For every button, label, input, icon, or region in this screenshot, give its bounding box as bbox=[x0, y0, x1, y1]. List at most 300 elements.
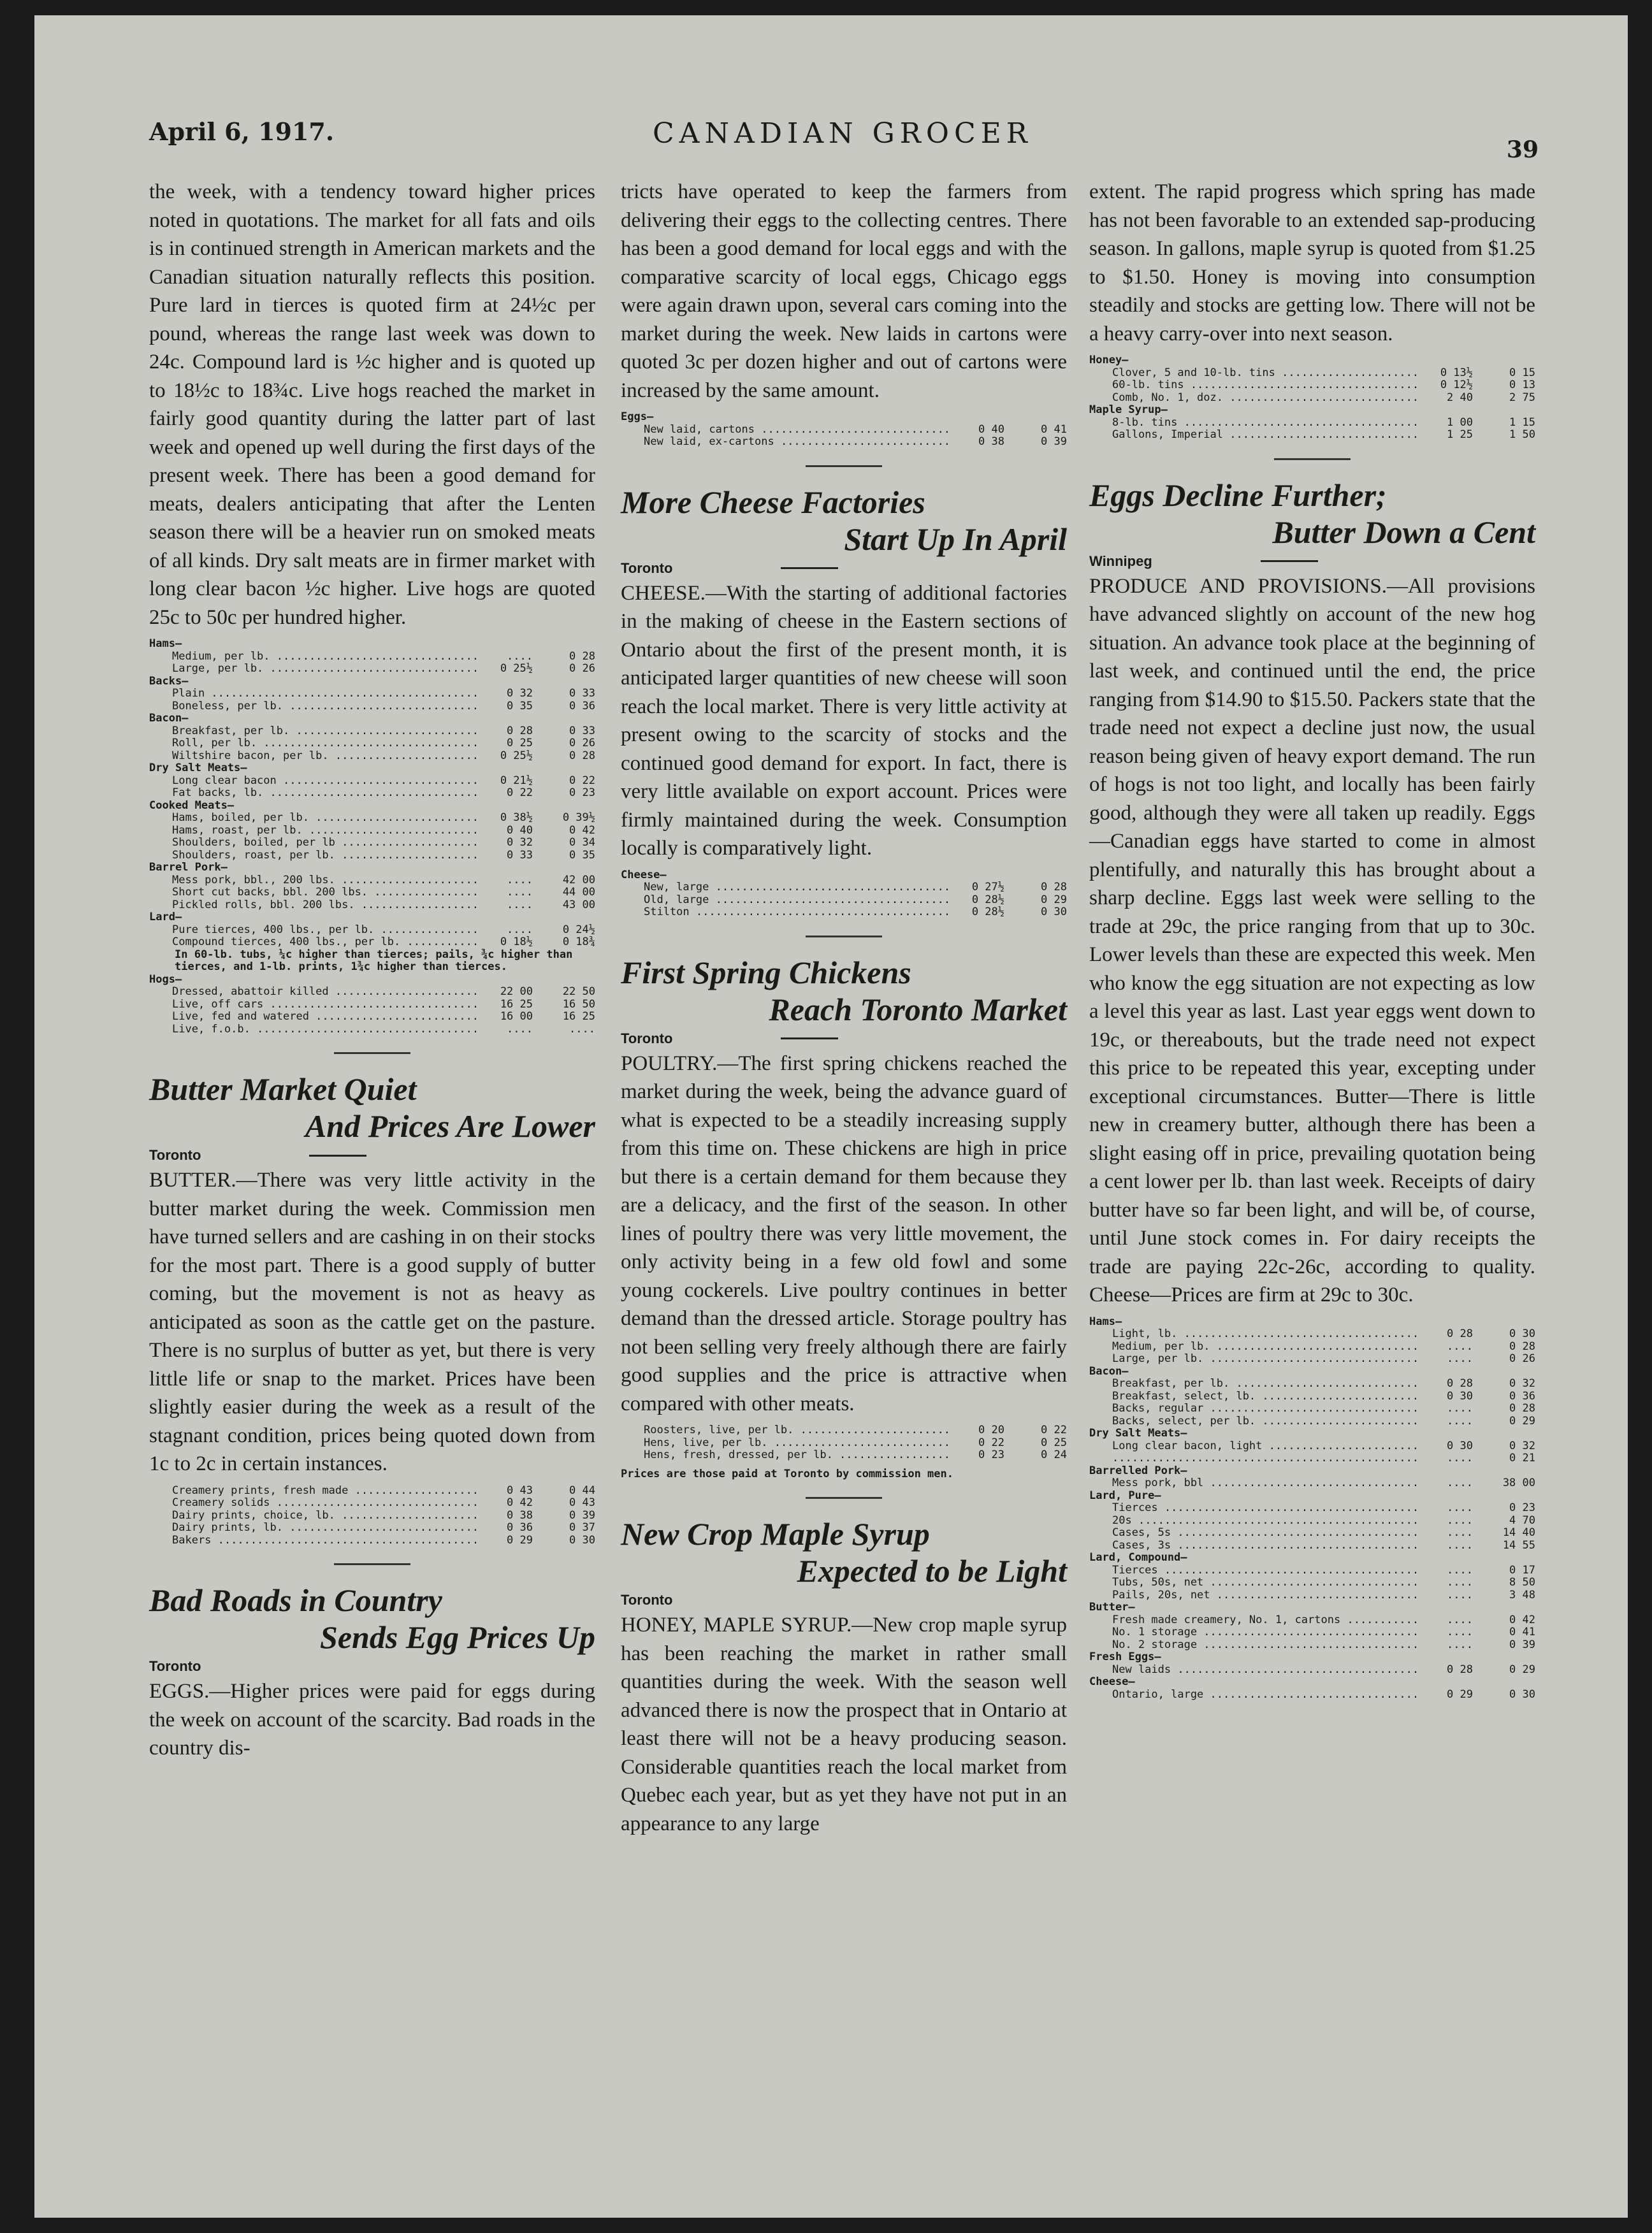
dateline-rule bbox=[309, 1155, 366, 1157]
price-high: 0 26 bbox=[569, 737, 595, 749]
price-item-name: Boneless, per lb. ..... bbox=[172, 700, 477, 713]
price-low: 0 13½ bbox=[1440, 366, 1473, 379]
price-item-name: Mess pork, bbl ..... bbox=[1112, 1477, 1417, 1490]
price-high: 0 44 bbox=[569, 1484, 595, 1497]
price-row bbox=[1089, 367, 1535, 380]
price-low: .... bbox=[1447, 1576, 1473, 1589]
price-item-name: Bakers ..... bbox=[172, 1535, 477, 1547]
price-high: 0 24 bbox=[1041, 1449, 1067, 1461]
price-item-name: No. 2 storage ..... bbox=[1112, 1639, 1417, 1652]
price-low: 0 28½ bbox=[971, 906, 1004, 918]
price-high: 0 21 bbox=[1509, 1452, 1535, 1464]
price-row bbox=[1089, 1614, 1535, 1627]
price-high: 1 15 bbox=[1509, 416, 1535, 429]
price-high: 0 13 bbox=[1509, 379, 1535, 391]
price-high: 42 00 bbox=[562, 873, 595, 886]
price-item-name: Long clear bacon ..... bbox=[172, 775, 477, 788]
price-section-label: Cheese— bbox=[621, 868, 667, 881]
price-section-label: Barrelled Pork— bbox=[1089, 1464, 1187, 1477]
price-low: 2 40 bbox=[1447, 391, 1473, 404]
price-high: 0 28 bbox=[1509, 1402, 1535, 1415]
price-item-name: Hams, boiled, per lb. ..... bbox=[172, 812, 477, 825]
price-item-name: Tierces ..... bbox=[1112, 1565, 1417, 1577]
price-item-name: Backs, select, per lb. ..... bbox=[1112, 1415, 1417, 1428]
roads-article-text: EGGS.—Higher prices were paid for eggs during the week on account of the scarcity. Bad roads in the country dis- bbox=[149, 1680, 595, 1760]
price-high: 0 39 bbox=[1041, 435, 1067, 448]
price-item-name: Plain ..... bbox=[172, 688, 477, 700]
price-low: 0 18½ bbox=[500, 936, 533, 948]
price-low: .... bbox=[1447, 1501, 1473, 1514]
price-item-name: Fat backs, lb. ..... bbox=[172, 787, 477, 800]
price-row bbox=[1089, 1477, 1535, 1490]
price-low: 0 28 bbox=[1447, 1663, 1473, 1676]
price-high: 0 30 bbox=[1041, 906, 1067, 918]
price-section-label: Barrel Pork— bbox=[149, 861, 228, 874]
dateline-text: Toronto bbox=[621, 1030, 673, 1046]
price-high: 8 50 bbox=[1509, 1576, 1535, 1589]
price-row bbox=[149, 787, 595, 800]
newspaper-page bbox=[34, 15, 1628, 2218]
price-high: 0 28 bbox=[569, 749, 595, 762]
price-row bbox=[1089, 1540, 1535, 1552]
price-low: 0 25 bbox=[507, 737, 533, 749]
butter-article-text: BUTTER.—There was very little activity in the butter market during the week. Commission men have turned sellers and are cashing in on their stocks for the most part. There is a good supply of butter coming, but the movement is not as heavy as anticipated as soon as the cattle get on the pasture. There is no surplus of butter as yet, but there is very little life or snap to the market. Prices have been slightly easier during the week as a result of the stagnant condition, prices being quoted down from 1c to 2c in certain instances. bbox=[149, 1169, 595, 1475]
price-section-label: Lard, Compound— bbox=[1089, 1551, 1187, 1564]
price-row bbox=[149, 688, 595, 700]
price-low: 0 28 bbox=[507, 724, 533, 737]
price-low: .... bbox=[1447, 1514, 1473, 1527]
price-low: 0 23 bbox=[978, 1449, 1004, 1461]
price-low: .... bbox=[1447, 1414, 1473, 1427]
price-low: .... bbox=[507, 923, 533, 936]
price-high: 14 55 bbox=[1502, 1538, 1535, 1552]
column-3 bbox=[1089, 178, 1535, 1707]
price-row bbox=[621, 894, 1067, 907]
price-item-name: Ontario, large ..... bbox=[1112, 1689, 1417, 1702]
price-high: 0 26 bbox=[1509, 1352, 1535, 1365]
price-item-name: Dairy prints, lb. ..... bbox=[172, 1522, 477, 1535]
chicken-headline bbox=[621, 954, 1067, 1028]
price-low: 0 43 bbox=[507, 1484, 533, 1497]
price-row bbox=[149, 1023, 595, 1036]
price-high: 0 37 bbox=[569, 1521, 595, 1534]
price-row bbox=[1089, 1440, 1535, 1453]
page-number: 39 bbox=[1506, 136, 1539, 163]
headline-line-1: Eggs Decline Further; bbox=[1089, 477, 1387, 513]
price-item-name: Breakfast, select, lb. ..... bbox=[1112, 1391, 1417, 1403]
price-row bbox=[1089, 1391, 1535, 1403]
poultry-price-table bbox=[621, 1424, 1067, 1462]
price-high: 4 70 bbox=[1509, 1514, 1535, 1527]
price-item-name: Live, fed and watered ..... bbox=[172, 1011, 477, 1023]
price-low: 0 30 bbox=[1447, 1389, 1473, 1403]
price-item-name: Hams, roast, per lb. ..... bbox=[172, 825, 477, 837]
price-high: 1 50 bbox=[1509, 428, 1535, 441]
price-low: .... bbox=[507, 1022, 533, 1036]
dateline-rule bbox=[781, 1037, 838, 1039]
price-row bbox=[1089, 429, 1535, 442]
price-row bbox=[149, 1011, 595, 1023]
price-row bbox=[621, 906, 1067, 919]
price-section-label: Bacon— bbox=[1089, 1364, 1129, 1378]
maple-article-text: HONEY, MAPLE SYRUP.—New crop maple syrup has been reaching the market in rather small quantities during the week. With the season well advanced there is now the prospect that in Ontario at least there will not be a heavy producing season. Considerable quantities reach the local market from Quebec each year, but as yet they have not put in an appearance to any large bbox=[621, 1614, 1067, 1835]
price-high: 0 30 bbox=[569, 1533, 595, 1547]
price-section-label: Cooked Meats— bbox=[149, 799, 235, 812]
price-high: 0 22 bbox=[569, 774, 595, 787]
roads-headline bbox=[149, 1582, 595, 1656]
price-high: 0 29 bbox=[1041, 893, 1067, 906]
price-high: 0 39 bbox=[569, 1508, 595, 1522]
winnipeg-dateline bbox=[1089, 553, 1535, 570]
price-low: 0 21½ bbox=[500, 774, 533, 787]
price-item-name: Large, per lb. ..... bbox=[172, 663, 477, 676]
price-row bbox=[149, 663, 595, 676]
price-low: 0 20 bbox=[978, 1424, 1004, 1436]
price-section-label: Cheese— bbox=[1089, 1675, 1135, 1688]
price-item-name: Tierces ..... bbox=[1112, 1502, 1417, 1515]
price-low: 0 42 bbox=[507, 1496, 533, 1509]
price-low: .... bbox=[507, 873, 533, 886]
price-row bbox=[621, 424, 1067, 437]
price-low: .... bbox=[507, 649, 533, 663]
price-row bbox=[621, 881, 1067, 894]
price-row bbox=[149, 700, 595, 713]
price-high: 2 75 bbox=[1509, 391, 1535, 404]
price-section-label: Backs— bbox=[149, 674, 189, 688]
price-high: 0 30 bbox=[1509, 1327, 1535, 1340]
price-row bbox=[1089, 1403, 1535, 1415]
column-2 bbox=[621, 178, 1067, 1838]
price-item-name: Comb, No. 1, doz. ..... bbox=[1112, 392, 1417, 405]
price-row bbox=[1089, 1565, 1535, 1577]
price-low: .... bbox=[507, 898, 533, 911]
price-high: 0 39 bbox=[1509, 1638, 1535, 1651]
price-high: 0 35 bbox=[569, 848, 595, 862]
price-section-label: Lard, Pure— bbox=[1089, 1489, 1161, 1502]
price-high: 0 24½ bbox=[562, 923, 595, 936]
meats-price-table bbox=[149, 638, 595, 1036]
winnipeg-article-text: PRODUCE AND PROVISIONS.—All provisions have advanced slightly on account of the new hog situation. An advance took place at the beginning of last week, and continued until the end, the price ranging from $14.90 to $15.50. Packers state that the trade need not expect a decline just now, the usual reason being given of heavy export demand. The run of hogs is not too light, and locally has been fairly good, although they were all taken up readily. Eggs—Canadian eggs have started to come in almost plentifully, and naturally this has brought about a sharp decline. Eggs last week were selling to the trade at 29c, the price ranging from that up to 30c. Lower levels than these are expected this week. Men who know the egg situation are not expecting as low a level this year as last. Last year eggs went down to 19c, or thereabouts, but the trade need not expect this price to be repeated this year, excepting under exceptional circumstances. Butter—There is little new in creamery butter, although there has been a slight easing off in price, prevailing quotation being a cent lower per lb. than last week. Receipts of dairy butter have so far been light, and will be, of course, until June stock comes in. For dairy receipts the trade are paying 22c-26c, according to quality. Cheese—Prices are firm at 29c to 30c. bbox=[1089, 574, 1535, 1306]
price-low: 0 38 bbox=[978, 435, 1004, 448]
price-item-name: 60-lb. tins ..... bbox=[1112, 379, 1417, 392]
poultry-article-text: POULTRY.—The first spring chickens reached the market during the week, being the advance guard of what is expected to be a steadily increasing supply from this time on. These chickens are high in price but there is a certain demand for them because they are a delicacy, and the first of the season. In other lines of poultry there was very little movement, the only activity being in a few old fowl and some young cockerels. Live poultry continues in better demand than the dressed article. Storage poultry has not been selling very freely although there are fairly good supplies and the price is attractive when compared with other meats. bbox=[621, 1051, 1067, 1415]
price-row bbox=[1089, 1527, 1535, 1540]
price-high: 0 36 bbox=[569, 699, 595, 712]
price-item-name: Light, lb. ..... bbox=[1112, 1328, 1417, 1341]
price-high: 0 42 bbox=[569, 823, 595, 837]
price-row bbox=[1089, 1626, 1535, 1639]
price-item-name: Shoulders, boiled, per lb ..... bbox=[172, 837, 477, 849]
price-item-name: Dressed, abattoir killed ..... bbox=[172, 986, 477, 999]
price-row bbox=[149, 999, 595, 1011]
dateline-text: Winnipeg bbox=[1089, 553, 1152, 569]
price-section-label: Bacon— bbox=[149, 712, 189, 725]
price-row bbox=[1089, 1353, 1535, 1366]
price-high: 0 32 bbox=[1509, 1439, 1535, 1452]
price-row bbox=[149, 725, 595, 738]
price-row bbox=[1089, 1502, 1535, 1515]
price-high: 0 18¾ bbox=[562, 936, 595, 948]
price-item-name: Breakfast, per lb. ..... bbox=[1112, 1378, 1417, 1391]
issue-date: April 6, 1917. bbox=[149, 117, 335, 146]
price-low: 0 38½ bbox=[500, 811, 533, 824]
price-low: 0 30 bbox=[1447, 1439, 1473, 1452]
price-low: 0 29 bbox=[507, 1533, 533, 1547]
price-high: 43 00 bbox=[562, 898, 595, 911]
price-row bbox=[149, 1522, 595, 1535]
butter-dateline bbox=[149, 1147, 595, 1164]
price-low: 0 32 bbox=[507, 687, 533, 700]
price-low: 0 35 bbox=[507, 699, 533, 712]
price-low: 16 25 bbox=[500, 997, 533, 1011]
price-low: 0 40 bbox=[507, 823, 533, 837]
price-row bbox=[149, 750, 595, 763]
price-high: 0 30 bbox=[1509, 1687, 1535, 1701]
price-low: .... bbox=[1447, 1352, 1473, 1365]
page-header bbox=[34, 111, 1628, 162]
price-item-name: Shoulders, roast, per lb. ..... bbox=[172, 849, 477, 862]
price-row bbox=[149, 837, 595, 849]
headline-line-1: Bad Roads in Country bbox=[149, 1582, 442, 1618]
price-row bbox=[149, 936, 595, 949]
price-low: 0 27½ bbox=[971, 881, 1004, 893]
price-low: 0 22 bbox=[507, 786, 533, 799]
price-low: 0 32 bbox=[507, 836, 533, 849]
price-row bbox=[149, 1497, 595, 1510]
price-low: 0 25½ bbox=[500, 749, 533, 762]
price-section-label: Maple Syrup— bbox=[1089, 403, 1168, 416]
provisions-continued-text: the week, with a tendency toward higher prices noted in quotations. The market for all fats and oils is in continued strength in American markets and the Canadian situation naturally reflects this position. Pure lard in tierces is quoted firm at 24½c per pound, whereas the range last week was down to 24c. Compound lard is ½c higher and is quoted up to 18½c to 18¾c. Live hogs reached the market in fairly good quantity during the latter part of last week and opened up well during the first days of the present week. There has been a good demand for meats, dealers anticipating that after the Lenten season there will be a heavier run on smoked meats of all kinds. Dry salt meats are in firmer market with long clear bacon ½c higher. Live hogs are quoted 25c to 50c per hundred higher. bbox=[149, 180, 595, 629]
price-row bbox=[149, 1510, 595, 1522]
price-row bbox=[149, 1485, 595, 1498]
price-item-name: Mess pork, bbl., 200 lbs. ..... bbox=[172, 874, 477, 887]
price-row bbox=[149, 1535, 595, 1547]
price-row bbox=[149, 899, 595, 912]
price-item-name: Dairy prints, choice, lb. ..... bbox=[172, 1510, 477, 1522]
price-high: 0 33 bbox=[569, 724, 595, 737]
price-section-label: Fresh Eggs— bbox=[1089, 1651, 1161, 1663]
price-note: In 60-lb. tubs, ¼c higher than tierces; pails, ¾c higher than tierces, and 1-lb. prints, 1¾c higher than tierces. bbox=[175, 948, 573, 973]
price-high: 0 36 bbox=[1509, 1389, 1535, 1403]
section-divider bbox=[334, 1563, 410, 1565]
column-1 bbox=[149, 178, 595, 1763]
price-low: 0 22 bbox=[978, 1436, 1004, 1449]
price-row bbox=[149, 775, 595, 788]
price-row bbox=[621, 1449, 1067, 1462]
winnipeg-price-table bbox=[1089, 1316, 1535, 1702]
price-item-name: Roosters, live, per lb. ..... bbox=[644, 1424, 948, 1437]
dateline-rule bbox=[781, 567, 838, 569]
price-high: 16 50 bbox=[562, 997, 595, 1011]
eggs-price-table bbox=[621, 411, 1067, 449]
price-row bbox=[1089, 1415, 1535, 1428]
price-high: 0 32 bbox=[1509, 1377, 1535, 1390]
price-item-name: Pickled rolls, bbl. 200 lbs. ..... bbox=[172, 899, 477, 912]
price-row bbox=[621, 1424, 1067, 1437]
price-item-name: Backs, regular ..... bbox=[1112, 1403, 1417, 1415]
price-item-name: Old, large ..... bbox=[644, 894, 948, 907]
price-row bbox=[1089, 1341, 1535, 1354]
price-high: 0 42 bbox=[1509, 1613, 1535, 1626]
price-item-name: Creamery solids ..... bbox=[172, 1497, 477, 1510]
price-item-name: New laid, ex-cartons ..... bbox=[644, 436, 948, 449]
headline-line-1: More Cheese Factories bbox=[621, 484, 925, 520]
price-high: 44 00 bbox=[562, 886, 595, 899]
price-high: 38 00 bbox=[1502, 1477, 1535, 1489]
price-low: .... bbox=[1447, 1452, 1473, 1464]
price-row bbox=[1089, 1664, 1535, 1677]
price-high: 3 48 bbox=[1509, 1588, 1535, 1601]
price-high: 0 29 bbox=[1509, 1414, 1535, 1427]
price-low: .... bbox=[1447, 1588, 1473, 1601]
price-item-name: 20s ..... bbox=[1112, 1515, 1417, 1528]
price-low: .... bbox=[1447, 1526, 1473, 1539]
price-row bbox=[1089, 1515, 1535, 1528]
price-low: 0 28½ bbox=[971, 893, 1004, 906]
dateline-text: Toronto bbox=[149, 1658, 201, 1674]
price-row bbox=[149, 924, 595, 937]
price-section-label: Honey— bbox=[1089, 354, 1129, 366]
price-low: .... bbox=[1447, 1538, 1473, 1552]
price-high: 0 22 bbox=[1041, 1424, 1067, 1436]
price-item-name: Cases, 3s ..... bbox=[1112, 1540, 1417, 1552]
price-low: .... bbox=[1447, 1340, 1473, 1353]
price-high: 0 23 bbox=[569, 786, 595, 799]
price-item-name: Creamery prints, fresh made ..... bbox=[172, 1485, 477, 1498]
headline-line-1: New Crop Maple Syrup bbox=[621, 1516, 930, 1552]
price-item-name: Hens, live, per lb. ..... bbox=[644, 1437, 948, 1450]
price-high: 0 29 bbox=[1509, 1663, 1535, 1676]
price-section-label: Hogs— bbox=[149, 972, 182, 986]
price-row bbox=[1089, 379, 1535, 392]
price-item-name: Stilton ..... bbox=[644, 906, 948, 919]
section-divider bbox=[1274, 458, 1351, 460]
price-row bbox=[149, 849, 595, 862]
section-divider bbox=[806, 465, 882, 467]
price-row bbox=[1089, 1452, 1535, 1465]
price-low: .... bbox=[507, 886, 533, 899]
price-item-name: Fresh made creamery, No. 1, cartons ..... bbox=[1112, 1614, 1417, 1627]
honey-price-table bbox=[1089, 354, 1535, 442]
price-item-name: Breakfast, per lb. ..... bbox=[172, 725, 477, 738]
price-section-label: Hams— bbox=[149, 637, 182, 650]
dateline-text: Toronto bbox=[621, 1592, 673, 1608]
price-low: .... bbox=[1447, 1477, 1473, 1489]
section-divider bbox=[806, 1497, 882, 1499]
section-divider bbox=[806, 936, 882, 937]
price-row bbox=[1089, 1328, 1535, 1341]
price-low: 0 40 bbox=[978, 423, 1004, 436]
publication-title: CANADIAN GROCER bbox=[653, 117, 1032, 150]
price-high: 0 41 bbox=[1509, 1626, 1535, 1638]
price-item-name: No. 1 storage ..... bbox=[1112, 1626, 1417, 1639]
price-item-name: Cases, 5s ..... bbox=[1112, 1527, 1417, 1540]
price-item-name: Compound tierces, 400 lbs., per lb. ..... bbox=[172, 936, 477, 949]
headline-line-2: Start Up In April bbox=[844, 521, 1067, 557]
price-row bbox=[149, 874, 595, 887]
price-low: 0 29 bbox=[1447, 1687, 1473, 1701]
price-row bbox=[149, 886, 595, 899]
price-row bbox=[1089, 1639, 1535, 1652]
price-low: .... bbox=[1447, 1626, 1473, 1638]
cheese-headline bbox=[621, 484, 1067, 558]
price-row bbox=[1089, 1589, 1535, 1602]
headline-line-1: First Spring Chickens bbox=[621, 954, 911, 990]
price-low: 1 25 bbox=[1447, 428, 1473, 441]
cheese-article-text: CHEESE.—With the starting of additional factories in the making of cheese in the Eastern sections of Ontario about the first of the present month, it is anticipated larger quantities of new cheese will soon reach the local market. There is very little activity at present owing to the scarcity of stocks and the continued good demand for export. In fact, there is very little available on export account. Prices were firmly maintained during the week. Consumption locally is comparatively light. bbox=[621, 581, 1067, 860]
price-high: 0 28 bbox=[1509, 1340, 1535, 1353]
price-row bbox=[1089, 417, 1535, 430]
price-item-name: Live, off cars ..... bbox=[172, 999, 477, 1011]
price-item-name: Pails, 20s, net ..... bbox=[1112, 1589, 1417, 1602]
price-high: 0 43 bbox=[569, 1496, 595, 1509]
price-item-name: Short cut backs, bbl. 200 lbs. ..... bbox=[172, 886, 477, 899]
price-item-name: Medium, per lb. ..... bbox=[1112, 1341, 1417, 1354]
price-item-name: Long clear bacon, light ..... bbox=[1112, 1440, 1417, 1453]
price-item-name: Live, f.o.b. ..... bbox=[172, 1023, 477, 1036]
price-low: 0 33 bbox=[507, 848, 533, 862]
headline-line-2: Reach Toronto Market bbox=[769, 991, 1067, 1027]
price-row bbox=[149, 986, 595, 999]
eggs-decline-headline bbox=[1089, 477, 1535, 551]
price-row bbox=[1089, 1689, 1535, 1702]
price-high: 0 17 bbox=[1509, 1563, 1535, 1577]
price-item-name: Wiltshire bacon, per lb. ..... bbox=[172, 750, 477, 763]
roads-dateline bbox=[149, 1658, 595, 1675]
poultry-price-note: Prices are those paid at Toronto by commission men. bbox=[621, 1467, 953, 1480]
price-item-name: New, large ..... bbox=[644, 881, 948, 894]
price-high: 0 33 bbox=[569, 687, 595, 700]
price-high: 14 40 bbox=[1502, 1526, 1535, 1539]
cheese-dateline bbox=[621, 560, 1067, 577]
headline-line-2: Sends Egg Prices Up bbox=[320, 1619, 595, 1655]
price-row bbox=[621, 436, 1067, 449]
price-row bbox=[1089, 392, 1535, 405]
price-item-name: Hens, fresh, dressed, per lb. ..... bbox=[644, 1449, 948, 1462]
price-high: 0 28 bbox=[569, 649, 595, 663]
price-section-label: Hams— bbox=[1089, 1315, 1122, 1328]
price-low: .... bbox=[1447, 1613, 1473, 1626]
dateline-text: Toronto bbox=[621, 560, 673, 576]
cheese-price-table bbox=[621, 869, 1067, 919]
price-low: .... bbox=[1447, 1402, 1473, 1415]
eggs-continued-text: tricts have operated to keep the farmers from delivering their eggs to the collecting centres. There has been a good demand for local eggs and with the comparative scarcity of local eggs, Chicago eggs were again drawn upon, several cars coming into the market during the week. New laids in cartons were quoted 3c per dozen higher and out of cartons were increased by the same amount. bbox=[621, 180, 1067, 402]
price-item-name bbox=[1112, 1452, 1417, 1465]
price-low: 0 28 bbox=[1447, 1327, 1473, 1340]
dateline-text: Toronto bbox=[149, 1147, 201, 1163]
price-low: 1 00 bbox=[1447, 416, 1473, 429]
price-low: 0 25½ bbox=[500, 662, 533, 675]
price-low: 0 12½ bbox=[1440, 379, 1473, 391]
price-row bbox=[621, 1437, 1067, 1450]
headline-line-2: Butter Down a Cent bbox=[1272, 514, 1535, 550]
price-item-name: Medium, per lb. ..... bbox=[172, 651, 477, 663]
chicken-dateline bbox=[621, 1030, 1067, 1047]
price-high: 0 23 bbox=[1509, 1501, 1535, 1514]
price-row bbox=[149, 812, 595, 825]
price-low: 0 28 bbox=[1447, 1377, 1473, 1390]
price-item-name: Clover, 5 and 10-lb. tins ..... bbox=[1112, 367, 1417, 380]
dateline-rule bbox=[1261, 560, 1318, 562]
price-row bbox=[149, 737, 595, 750]
price-high: 22 50 bbox=[562, 985, 595, 998]
price-high: 0 28 bbox=[1041, 881, 1067, 893]
maple-continued-text: extent. The rapid progress which spring has made has not been favorable to an extended sap-producing season. In gallons, maple syrup is quoted from $1.25 to $1.50. Honey is moving into consumption steadily and stocks are getting low. There will not be a heavy carry-over into next season. bbox=[1089, 180, 1535, 345]
headline-line-1: Butter Market Quiet bbox=[149, 1071, 417, 1107]
price-item-name: New laids ..... bbox=[1112, 1664, 1417, 1677]
price-high: 0 25 bbox=[1041, 1436, 1067, 1449]
price-section-label: Lard— bbox=[149, 911, 182, 923]
